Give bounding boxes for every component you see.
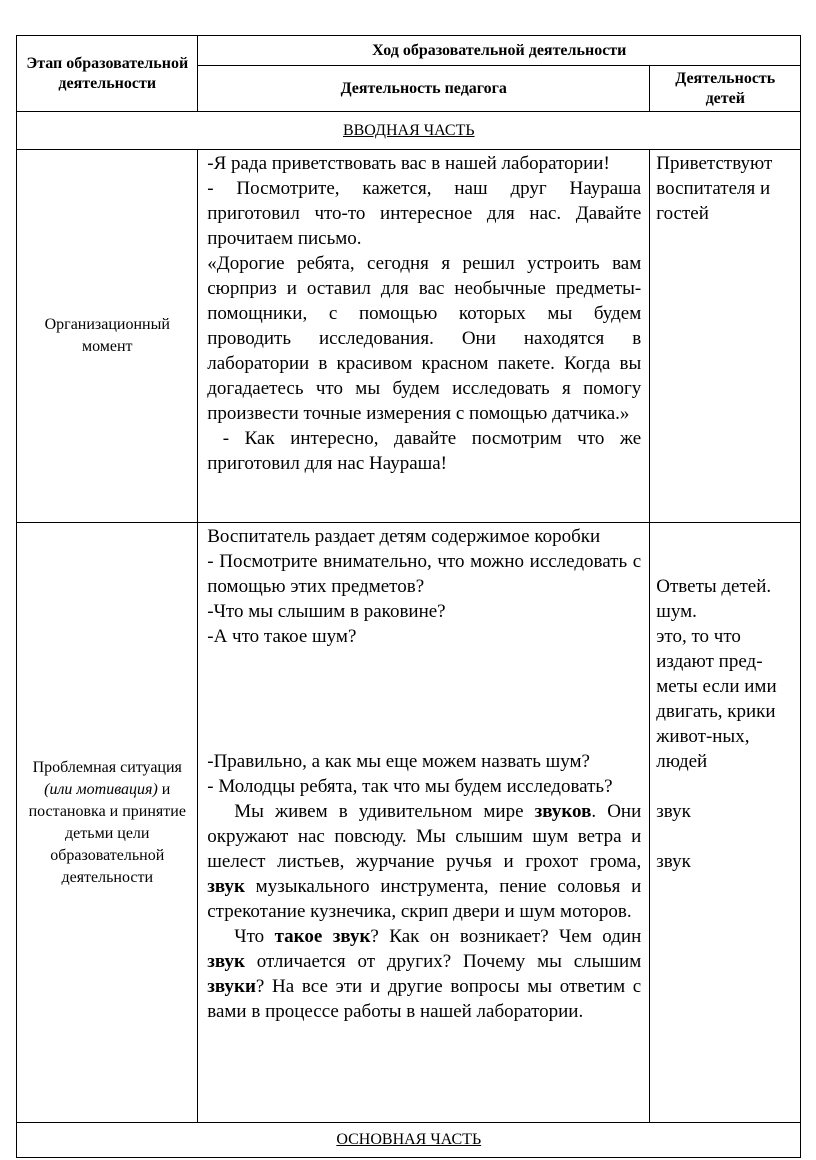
teacher-line: -А что такое шум? <box>207 626 357 648</box>
row1-stage <box>16 149 198 523</box>
text: ? Как он возникает? Чем один <box>370 926 642 948</box>
bold-text: звук <box>207 876 245 898</box>
header-stage <box>16 35 198 112</box>
header-children-text: Деятельность детей <box>675 69 776 107</box>
teacher-line: -Правильно, а как мы еще можем назвать шум? <box>207 751 590 773</box>
section-main-title: ОСНОВНАЯ ЧАСТЬ <box>336 1131 482 1149</box>
children-line: звук <box>656 801 691 823</box>
row2-stage <box>16 522 198 1123</box>
section-intro <box>16 111 801 150</box>
children-line: Приветствуют воспитателя и гостей <box>656 153 773 225</box>
row2-children <box>649 522 801 1123</box>
teacher-line: «Дорогие ребята, сегодня я решил устроить вам сюрприз и оставил для вас необычные предметы-помощники, с помощью которых мы будем проводить исследования. Они находятся в лаборатории в красивом красном пакете. Когда вы догадаетесь что мы будем исследовать я помогу произвести точные измерения с помощью датчика.» <box>207 253 642 425</box>
row2-teacher <box>197 522 650 1123</box>
text: . Они окружают нас повсюду. Мы слышим шум ветра и шелест листьев, журчание ручья и грохот грома, <box>207 801 642 873</box>
text: Мы живем в удивительном мире <box>234 801 535 823</box>
bold-text: звук <box>207 951 245 973</box>
teacher-line: -Что мы слышим в раковине? <box>207 601 446 623</box>
children-line: шум. <box>656 601 697 623</box>
text: Что <box>234 926 275 948</box>
row1-stage-text: Организационный момент <box>44 316 170 356</box>
children-line: звук <box>656 851 691 873</box>
stage-part: Проблемная ситуация <box>32 758 182 776</box>
stage-part: и постановка и принятие детьми цели образовательной деятельности <box>28 780 186 886</box>
teacher-line: - Посмотрите внимательно, что можно исследовать с помощью этих предметов? <box>207 551 642 598</box>
section-main <box>16 1122 801 1158</box>
teacher-line: - Молодцы ребята, так что мы будем исследовать? <box>207 776 613 798</box>
teacher-line: - Посмотрите, кажется, наш друг Наураша приготовил что-то интересное для нас. Давайте прочитаем письмо. <box>207 178 642 250</box>
teacher-line: Воспитатель раздает детям содержимое коробки <box>207 526 601 548</box>
header-teacher-text: Деятельность педагога <box>340 79 507 97</box>
text: отличается от других? Почему мы слышим <box>244 951 642 973</box>
bold-text: звуки <box>207 976 256 998</box>
text: музыкального инструмента, пение соловья и стрекотание кузнечика, скрип двери и шум моторов. <box>207 876 642 923</box>
bold-text: такое звук <box>274 926 371 948</box>
bold-text: звуков <box>534 801 592 823</box>
children-line: это, то что издают пред-меты если ими двигать, крики живот-ных, людей <box>656 626 777 773</box>
header-course <box>197 35 801 66</box>
teacher-line: - Как интересно, давайте посмотрим что же приготовил для нас Наураша! <box>207 428 646 475</box>
teacher-line: -Я рада приветствовать вас в нашей лаборатории! <box>207 153 610 175</box>
stage-italic: (или мотивация) <box>44 780 158 798</box>
header-stage-text: Этап образовательной деятельности <box>26 54 189 92</box>
row1-teacher <box>197 149 650 523</box>
text: ? На все эти и другие вопросы мы ответим с вами в процессе работы в нашей лаборатории. <box>207 976 642 1023</box>
children-line: Ответы детей. <box>656 576 772 598</box>
section-intro-title: ВВОДНАЯ ЧАСТЬ <box>342 121 475 139</box>
row2-stage-text <box>23 757 191 889</box>
row1-children <box>649 149 801 523</box>
header-course-text: Ход образовательной деятельности <box>372 41 627 59</box>
teacher-paragraph <box>207 799 641 924</box>
header-children <box>649 65 801 112</box>
teacher-paragraph <box>207 924 641 1024</box>
header-teacher <box>197 65 650 112</box>
